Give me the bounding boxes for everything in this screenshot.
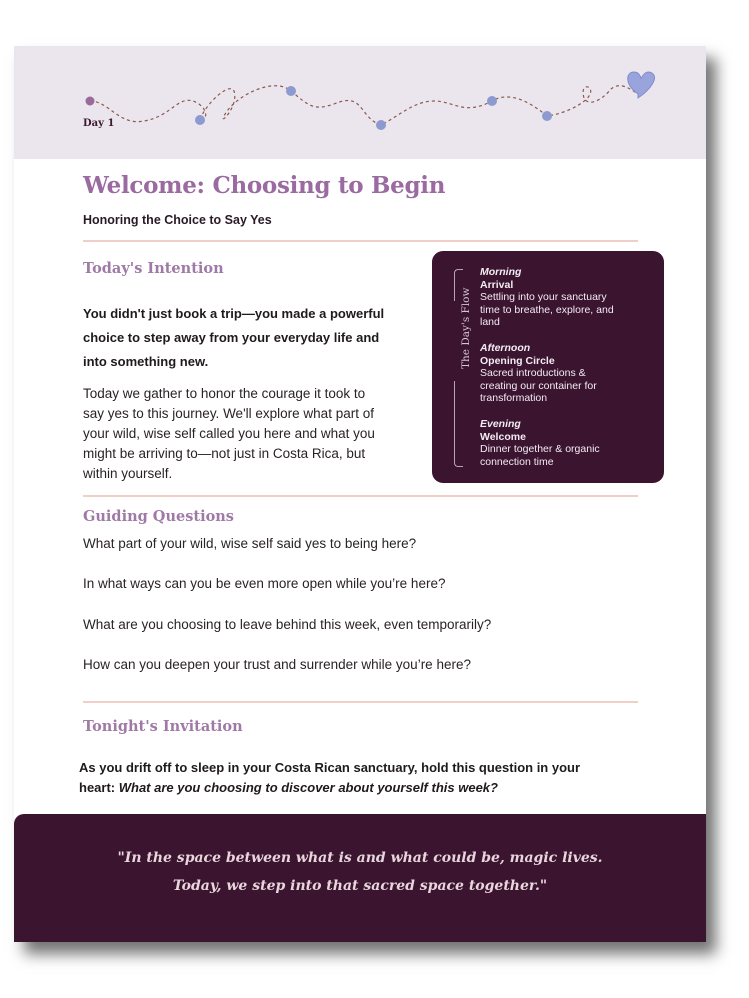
- flow-time: Afternoon: [480, 342, 531, 354]
- days-flow-box: [432, 251, 664, 483]
- page: [14, 46, 706, 942]
- path-dot: [376, 120, 386, 130]
- divider: [83, 495, 638, 497]
- flow-item-morning: [480, 266, 656, 329]
- closing-quote: [14, 844, 706, 900]
- flow-time: Evening: [480, 418, 521, 430]
- invitation-question: What are you choosing to discover about yourself this week?: [118, 780, 498, 795]
- day-label: Day 1: [83, 118, 115, 129]
- flow-activity: Arrival: [480, 278, 514, 291]
- quote-line: "In the space between what is and what could be, magic lives.: [117, 850, 603, 866]
- intention-lead-line: into something new.: [83, 354, 209, 369]
- flow-time: Morning: [480, 266, 522, 278]
- path-dot: [487, 96, 497, 106]
- page-subtitle: Honoring the Choice to Say Yes: [83, 213, 272, 227]
- page-title: Welcome: Choosing to Begin: [83, 172, 446, 199]
- guiding-question: In what ways can you be even more open while you’re here?: [83, 576, 446, 591]
- header-band: [14, 46, 706, 159]
- divider: [83, 240, 638, 242]
- guiding-question: What part of your wild, wise self said yes to being here?: [83, 536, 417, 551]
- flow-desc-line: connection time: [480, 455, 554, 468]
- quote-band: [14, 814, 706, 942]
- intention-body-line: Today we gather to honor the courage it took to: [83, 386, 366, 401]
- flow-item-afternoon: [480, 342, 656, 405]
- flow-desc-line: transformation: [480, 392, 548, 404]
- guiding-question: How can you deepen your trust and surrender while you’re here?: [83, 657, 471, 672]
- intention-body-line: within yourself.: [83, 466, 173, 481]
- intention-body-line: your wild, wise self called you here and what you: [83, 426, 375, 441]
- flow-desc-line: land: [480, 316, 500, 328]
- intention-body-line: say yes to this journey. We'll explore what part of: [83, 406, 374, 421]
- guiding-question: What are you choosing to leave behind this week, even temporarily?: [83, 617, 492, 632]
- invitation-text: [79, 758, 639, 798]
- intention-lead: [83, 302, 423, 374]
- flow-desc-line: time to breathe, explore, and: [480, 303, 614, 316]
- heart-icon: [628, 72, 655, 98]
- flow-item-evening: [480, 418, 656, 468]
- invitation-line: [79, 778, 639, 798]
- questions-heading: Guiding Questions: [83, 508, 234, 525]
- flow-desc-line: Sacred introductions &: [480, 367, 586, 379]
- flow-activity: Welcome: [480, 430, 526, 443]
- intention-body: [83, 384, 423, 484]
- path-dot: [286, 86, 296, 96]
- flow-desc-line: Dinner together & organic: [480, 443, 600, 455]
- invitation-prefix: heart:: [79, 780, 119, 795]
- intention-lead-line: choice to step away from your everyday life and: [83, 330, 380, 345]
- flow-label: The Day's Flow: [460, 287, 472, 369]
- divider: [83, 701, 638, 703]
- intention-heading: Today's Intention: [83, 260, 224, 277]
- intention-lead-line: You didn't just book a trip—you made a powerful: [83, 306, 385, 321]
- invitation-line: As you drift off to sleep in your Costa Rican sanctuary, hold this question in your: [79, 760, 581, 775]
- intention-body-line: might be arriving to—not just in Costa Rica, but: [83, 446, 366, 461]
- quote-line: Today, we step into that sacred space together.": [172, 878, 548, 894]
- path-dot: [86, 97, 95, 106]
- invitation-heading: Tonight's Invitation: [83, 718, 243, 735]
- flow-desc-line: creating our container for: [480, 379, 597, 392]
- path-dot: [195, 115, 205, 125]
- flow-desc-line: Settling into your sanctuary: [480, 291, 607, 303]
- dotted-path-illustration: [14, 46, 706, 159]
- path-dot: [542, 111, 552, 121]
- flow-activity: Opening Circle: [480, 354, 555, 367]
